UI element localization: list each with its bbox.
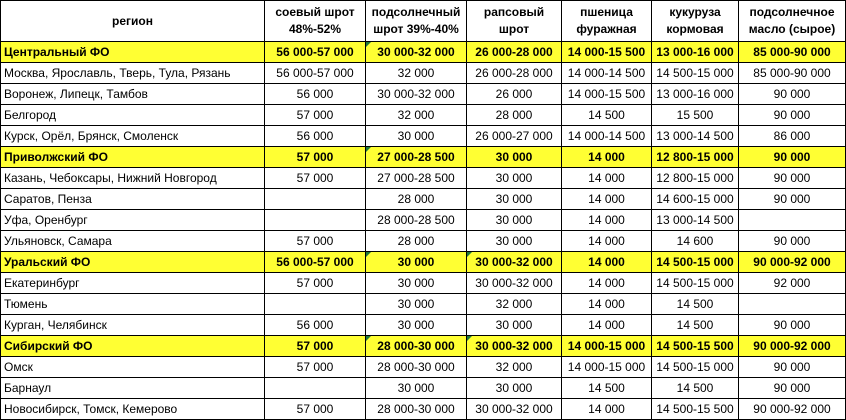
cell-rapeseed-meal[interactable]: 26 000-28 000 bbox=[467, 42, 562, 63]
cell-sunflower-oil[interactable]: 86 000 bbox=[739, 126, 846, 147]
cell-sunflower-oil[interactable]: 90 000-92 000 bbox=[739, 252, 846, 273]
header-sunflower-meal: подсолнечный шрот 39%-40% bbox=[366, 1, 467, 42]
cell-rapeseed-meal[interactable]: 30 000 bbox=[467, 231, 562, 252]
cell-rapeseed-meal[interactable]: 32 000 bbox=[467, 294, 562, 315]
cell-sunflower-meal[interactable]: 32 000 bbox=[366, 63, 467, 84]
cell-feed-corn[interactable]: 14 500 bbox=[652, 315, 739, 336]
cell-region[interactable]: Воронеж, Липецк, Тамбов bbox=[1, 84, 265, 105]
cell-rapeseed-meal[interactable]: 30 000-32 000 bbox=[467, 336, 562, 357]
cell-soy-meal[interactable]: 56 000-57 000 bbox=[265, 252, 366, 273]
cell-feed-corn[interactable]: 14 500-15 000 bbox=[652, 63, 739, 84]
cell-soy-meal[interactable]: 57 000 bbox=[265, 357, 366, 378]
cell-region[interactable]: Уральский ФО bbox=[1, 252, 265, 273]
district-row bbox=[1, 147, 846, 168]
table-row bbox=[1, 294, 846, 315]
cell-sunflower-oil[interactable]: 90 000 bbox=[739, 315, 846, 336]
cell-rapeseed-meal[interactable]: 30 000 bbox=[467, 210, 562, 231]
cell-soy-meal[interactable]: 56 000-57 000 bbox=[265, 42, 366, 63]
cell-soy-meal[interactable] bbox=[265, 210, 366, 231]
cell-region[interactable]: Ульяновск, Самара bbox=[1, 231, 265, 252]
table-row bbox=[1, 210, 846, 231]
header-row bbox=[1, 1, 846, 42]
cell-sunflower-oil[interactable]: 85 000-90 000 bbox=[739, 42, 846, 63]
cell-sunflower-meal[interactable]: 30 000 bbox=[366, 252, 467, 273]
cell-sunflower-meal[interactable]: 30 000-32 000 bbox=[366, 84, 467, 105]
table-row bbox=[1, 105, 846, 126]
cell-sunflower-oil[interactable]: 90 000 bbox=[739, 168, 846, 189]
cell-sunflower-meal[interactable]: 28 000-30 000 bbox=[366, 336, 467, 357]
cell-soy-meal[interactable]: 57 000 bbox=[265, 147, 366, 168]
table-row bbox=[1, 63, 846, 84]
cell-region[interactable]: Сибирский ФО bbox=[1, 336, 265, 357]
cell-rapeseed-meal[interactable]: 26 000-27 000 bbox=[467, 126, 562, 147]
table-row bbox=[1, 357, 846, 378]
cell-feed-corn[interactable]: 13 000-16 000 bbox=[652, 42, 739, 63]
cell-feed-wheat[interactable]: 14 000 bbox=[562, 315, 652, 336]
cell-soy-meal[interactable]: 57 000 bbox=[265, 105, 366, 126]
cell-region[interactable]: Курск, Орёл, Брянск, Смоленск bbox=[1, 126, 265, 147]
cell-feed-corn[interactable]: 14 500-15 500 bbox=[652, 399, 739, 420]
cell-soy-meal[interactable] bbox=[265, 378, 366, 399]
cell-sunflower-oil[interactable]: 90 000 bbox=[739, 378, 846, 399]
cell-rapeseed-meal[interactable]: 30 000 bbox=[467, 315, 562, 336]
cell-soy-meal[interactable]: 56 000 bbox=[265, 84, 366, 105]
cell-region[interactable]: Центральный ФО bbox=[1, 42, 265, 63]
cell-sunflower-oil[interactable]: 92 000 bbox=[739, 273, 846, 294]
cell-rapeseed-meal[interactable]: 32 000 bbox=[467, 357, 562, 378]
cell-feed-wheat[interactable]: 14 000 bbox=[562, 399, 652, 420]
cell-feed-wheat[interactable]: 14 000 bbox=[562, 252, 652, 273]
cell-rapeseed-meal[interactable]: 30 000-32 000 bbox=[467, 399, 562, 420]
header-rapeseed-meal: рапсовый шрот bbox=[467, 1, 562, 42]
district-row bbox=[1, 252, 846, 273]
cell-rapeseed-meal[interactable]: 30 000 bbox=[467, 378, 562, 399]
table-row bbox=[1, 84, 846, 105]
table-row bbox=[1, 273, 846, 294]
cell-sunflower-meal[interactable]: 30 000 bbox=[366, 294, 467, 315]
cell-sunflower-oil[interactable]: 90 000-92 000 bbox=[739, 399, 846, 420]
cell-sunflower-oil[interactable]: 90 000 bbox=[739, 231, 846, 252]
cell-feed-corn[interactable]: 14 500-15 000 bbox=[652, 252, 739, 273]
cell-sunflower-oil[interactable]: 90 000 bbox=[739, 357, 846, 378]
cell-feed-wheat[interactable]: 14 000-15 500 bbox=[562, 42, 652, 63]
cell-feed-corn[interactable]: 13 000-14 500 bbox=[652, 126, 739, 147]
cell-sunflower-meal[interactable]: 28 000-30 000 bbox=[366, 399, 467, 420]
cell-sunflower-meal[interactable]: 28 000-28 500 bbox=[366, 210, 467, 231]
cell-feed-corn[interactable]: 14 500-15 000 bbox=[652, 357, 739, 378]
cell-soy-meal[interactable]: 56 000 bbox=[265, 126, 366, 147]
header-soy-meal: соевый шрот 48%-52% bbox=[265, 1, 366, 42]
cell-rapeseed-meal[interactable]: 30 000 bbox=[467, 147, 562, 168]
cell-rapeseed-meal[interactable]: 26 000 bbox=[467, 84, 562, 105]
cell-feed-corn[interactable]: 14 600 bbox=[652, 231, 739, 252]
cell-sunflower-meal[interactable]: 27 000-28 500 bbox=[366, 147, 467, 168]
cell-sunflower-oil[interactable]: 90 000 bbox=[739, 189, 846, 210]
cell-soy-meal[interactable]: 57 000 bbox=[265, 231, 366, 252]
cell-region[interactable]: Барнаул bbox=[1, 378, 265, 399]
cell-sunflower-oil[interactable]: 90 000 bbox=[739, 105, 846, 126]
cell-feed-wheat[interactable]: 14 000-14 500 bbox=[562, 126, 652, 147]
cell-region[interactable]: Уфа, Оренбург bbox=[1, 210, 265, 231]
cell-sunflower-oil[interactable]: 90 000 bbox=[739, 147, 846, 168]
cell-feed-wheat[interactable]: 14 000 bbox=[562, 168, 652, 189]
header-region: регион bbox=[1, 1, 265, 42]
cell-feed-wheat[interactable]: 14 000-15 000 bbox=[562, 357, 652, 378]
cell-feed-wheat[interactable]: 14 000 bbox=[562, 189, 652, 210]
district-row bbox=[1, 336, 846, 357]
cell-feed-wheat[interactable]: 14 000-15 500 bbox=[562, 84, 652, 105]
cell-feed-corn[interactable]: 14 500 bbox=[652, 378, 739, 399]
cell-sunflower-meal[interactable]: 27 000-28 500 bbox=[366, 168, 467, 189]
cell-rapeseed-meal[interactable]: 30 000 bbox=[467, 189, 562, 210]
cell-feed-wheat[interactable]: 14 500 bbox=[562, 378, 652, 399]
table-row bbox=[1, 378, 846, 399]
cell-rapeseed-meal[interactable]: 28 000 bbox=[467, 105, 562, 126]
cell-sunflower-meal[interactable]: 28 000 bbox=[366, 189, 467, 210]
cell-rapeseed-meal[interactable]: 30 000-32 000 bbox=[467, 273, 562, 294]
cell-soy-meal[interactable]: 56 000-57 000 bbox=[265, 63, 366, 84]
table-row bbox=[1, 315, 846, 336]
cell-feed-corn[interactable]: 13 000-14 500 bbox=[652, 210, 739, 231]
table-row bbox=[1, 168, 846, 189]
cell-feed-wheat[interactable]: 14 000 bbox=[562, 273, 652, 294]
cell-feed-wheat[interactable]: 14 000 bbox=[562, 210, 652, 231]
table-row bbox=[1, 399, 846, 420]
cell-region[interactable]: Новосибирск, Томск, Кемерово bbox=[1, 399, 265, 420]
cell-region[interactable]: Белгород bbox=[1, 105, 265, 126]
cell-feed-wheat[interactable]: 14 000 bbox=[562, 294, 652, 315]
cell-region[interactable]: Тюмень bbox=[1, 294, 265, 315]
cell-rapeseed-meal[interactable]: 26 000-28 000 bbox=[467, 63, 562, 84]
cell-soy-meal[interactable]: 57 000 bbox=[265, 399, 366, 420]
cell-feed-wheat[interactable]: 14 000-14 500 bbox=[562, 63, 652, 84]
header-feed-wheat: пшеница фуражная bbox=[562, 1, 652, 42]
cell-feed-corn[interactable]: 14 600-15 000 bbox=[652, 189, 739, 210]
cell-sunflower-oil[interactable]: 90 000 bbox=[739, 84, 846, 105]
cell-region[interactable]: Саратов, Пенза bbox=[1, 189, 265, 210]
cell-region[interactable]: Омск bbox=[1, 357, 265, 378]
cell-soy-meal[interactable] bbox=[265, 294, 366, 315]
cell-sunflower-meal[interactable]: 28 000 bbox=[366, 231, 467, 252]
cell-feed-corn[interactable]: 12 800-15 000 bbox=[652, 147, 739, 168]
cell-region[interactable]: Екатеринбург bbox=[1, 273, 265, 294]
cell-feed-corn[interactable]: 14 500-15 500 bbox=[652, 336, 739, 357]
cell-feed-wheat[interactable]: 14 500 bbox=[562, 105, 652, 126]
cell-soy-meal[interactable]: 57 000 bbox=[265, 336, 366, 357]
header-feed-corn: кукуруза кормовая bbox=[652, 1, 739, 42]
cell-feed-corn[interactable]: 14 500 bbox=[652, 294, 739, 315]
cell-region[interactable]: Москва, Ярославль, Тверь, Тула, Рязань bbox=[1, 63, 265, 84]
cell-rapeseed-meal[interactable]: 30 000-32 000 bbox=[467, 252, 562, 273]
cell-sunflower-oil[interactable] bbox=[739, 210, 846, 231]
cell-feed-wheat[interactable]: 14 000-15 000 bbox=[562, 336, 652, 357]
cell-feed-corn[interactable]: 13 000-16 000 bbox=[652, 84, 739, 105]
cell-soy-meal[interactable]: 57 000 bbox=[265, 273, 366, 294]
table-body bbox=[1, 42, 846, 420]
cell-sunflower-meal[interactable]: 30 000 bbox=[366, 378, 467, 399]
cell-soy-meal[interactable] bbox=[265, 189, 366, 210]
cell-feed-corn[interactable]: 12 800-15 000 bbox=[652, 168, 739, 189]
cell-sunflower-oil[interactable]: 85 000-90 000 bbox=[739, 63, 846, 84]
cell-sunflower-oil[interactable] bbox=[739, 294, 846, 315]
cell-sunflower-meal[interactable]: 30 000-32 000 bbox=[366, 42, 467, 63]
cell-sunflower-meal[interactable]: 32 000 bbox=[366, 105, 467, 126]
cell-sunflower-meal[interactable]: 30 000 bbox=[366, 126, 467, 147]
table-row bbox=[1, 126, 846, 147]
cell-rapeseed-meal[interactable]: 30 000 bbox=[467, 168, 562, 189]
table-row bbox=[1, 231, 846, 252]
cell-region[interactable]: Казань, Чебоксары, Нижний Новгород bbox=[1, 168, 265, 189]
cell-soy-meal[interactable]: 56 000 bbox=[265, 315, 366, 336]
cell-feed-wheat[interactable]: 14 000 bbox=[562, 231, 652, 252]
table-row bbox=[1, 189, 846, 210]
cell-region[interactable]: Курган, Челябинск bbox=[1, 315, 265, 336]
cell-region[interactable]: Приволжский ФО bbox=[1, 147, 265, 168]
cell-sunflower-meal[interactable]: 28 000-30 000 bbox=[366, 357, 467, 378]
cell-feed-corn[interactable]: 14 500-15 000 bbox=[652, 273, 739, 294]
cell-sunflower-meal[interactable]: 30 000 bbox=[366, 273, 467, 294]
cell-sunflower-meal[interactable]: 30 000 bbox=[366, 315, 467, 336]
header-sunflower-oil: подсолнечное масло (сырое) bbox=[739, 1, 846, 42]
district-row bbox=[1, 42, 846, 63]
cell-soy-meal[interactable]: 57 000 bbox=[265, 168, 366, 189]
cell-feed-corn[interactable]: 15 500 bbox=[652, 105, 739, 126]
cell-sunflower-oil[interactable]: 90 000-92 000 bbox=[739, 336, 846, 357]
cell-feed-wheat[interactable]: 14 000 bbox=[562, 147, 652, 168]
